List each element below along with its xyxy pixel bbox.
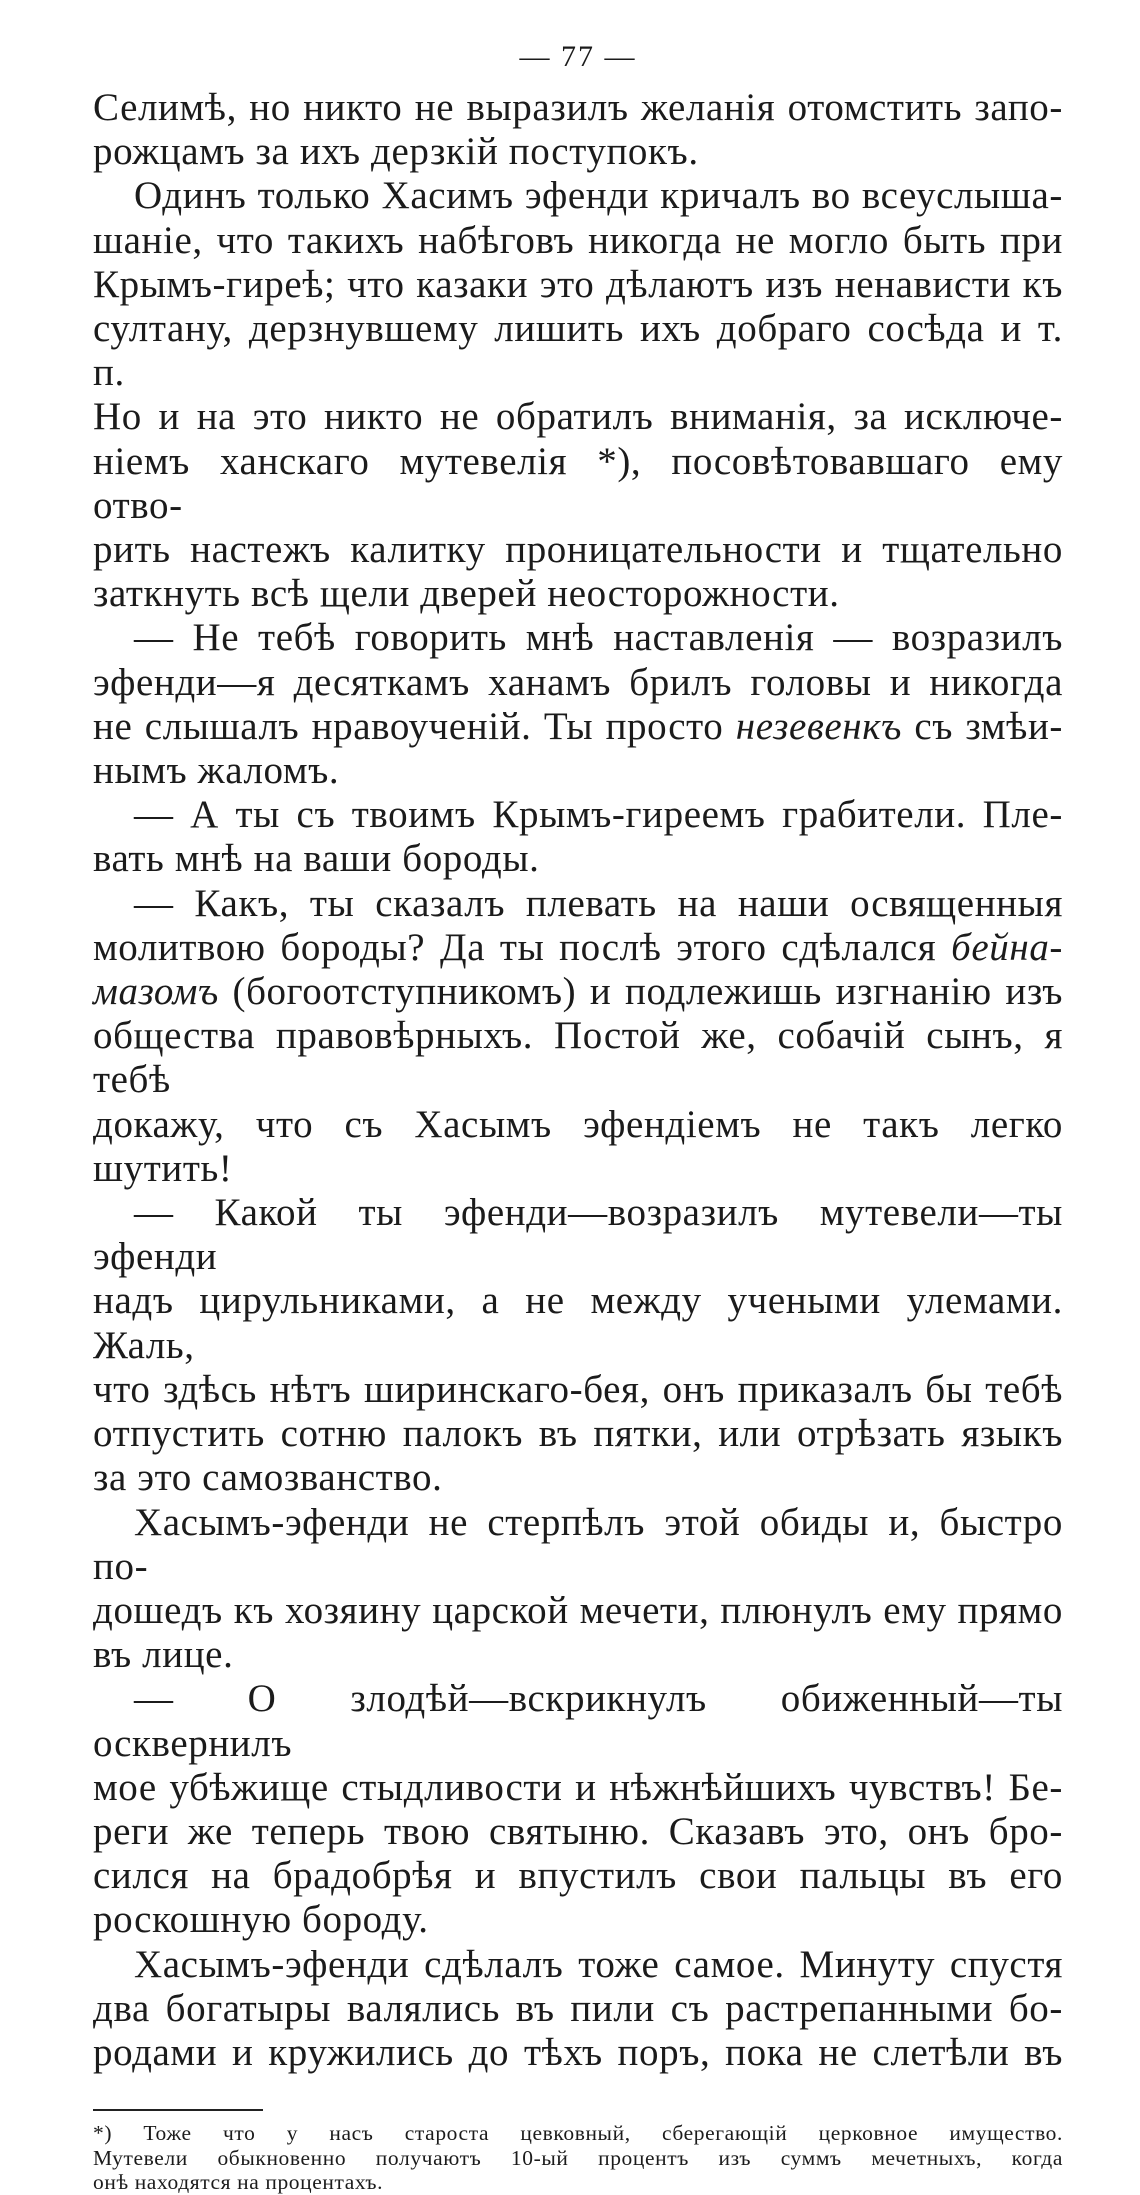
text-line: Хасымъ-эфенди не стерпѣлъ этой обиды и, быстро по- <box>93 1500 1063 1588</box>
footnote-line: Мутевели обыкновенно получаютъ 10-ый процентъ изъ суммъ мечетныхъ, когда <box>93 2145 1063 2170</box>
text-line: отпустить сотню палокъ въ пятки, или отрѣзать языкъ <box>93 1412 1063 1456</box>
page-number: — 77 — <box>519 40 637 73</box>
text-line: реги же теперь твою святыню. Сказавъ это, онъ бро- <box>93 1809 1063 1853</box>
text-line: два богатыры валялись въ пили съ растрепанными бо- <box>93 1986 1063 2030</box>
paragraph <box>93 86 1063 174</box>
text-line: дошедъ къ хозяину царской мечети, плюнулъ ему прямо <box>93 1588 1063 1632</box>
text-line: Хасымъ-эфенди сдѣлалъ тоже самое. Минуту спустя <box>134 1942 1063 1986</box>
text-line: родами и кружились до тѣхъ поръ, пока не слетѣли въ <box>93 2030 1063 2074</box>
paragraph <box>93 1677 1063 1942</box>
text-line: эфенди—я десяткамъ ханамъ брилъ головы и никогда <box>93 660 1063 704</box>
text-line: ніемъ ханскаго мутевелія *), посовѣтовавшаго ему отво- <box>93 439 1063 527</box>
paragraph <box>93 174 1063 616</box>
paragraph <box>93 793 1063 881</box>
text-line: рожцамъ за ихъ дерзкій поступокъ. <box>93 130 699 174</box>
paragraph <box>93 1191 1063 1500</box>
text-line: роскошную бороду. <box>93 1898 429 1942</box>
text-line: молитвою бороды? Да ты послѣ этого сдѣлался бейна- <box>93 925 1063 969</box>
text-line: — А ты съ твоимъ Крымъ-гиреемъ грабители. Пле- <box>134 793 1063 837</box>
text-line: Крымъ-гиреѣ; что казаки это дѣлаютъ изъ ненависти къ <box>93 262 1063 306</box>
italic-word: незевенкъ <box>735 704 902 748</box>
text-line: заткнуть всѣ щели дверей неосторожности. <box>93 572 840 616</box>
text-line: докажу, что съ Хасымъ эфендіемъ не такъ легко шутить! <box>93 1102 1063 1190</box>
text-line: — Какой ты эфенди—возразилъ мутевели—ты эфенди <box>93 1191 1063 1279</box>
footnote <box>93 2121 1063 2195</box>
italic-word: бейна- <box>951 925 1063 969</box>
italic-word: мазомъ <box>93 970 219 1014</box>
footnote-line: *) Тоже что у насъ староста цевковный, сберегающій церковное имущество. <box>93 2121 1063 2146</box>
text-line: — Не тебѣ говорить мнѣ наставленія — возразилъ <box>134 616 1063 660</box>
text-line: общества правовѣрныхъ. Постой же, собачій сынъ, я тебѣ <box>93 1014 1063 1102</box>
text-line: султану, дерзнувшему лишить ихъ добраго сосѣда и т. п. <box>93 307 1063 395</box>
paragraph <box>93 1943 1063 2076</box>
text-line: Одинъ только Хасимъ эфенди кричалъ во всеуслыша- <box>134 174 1063 218</box>
paragraph <box>93 1501 1063 1678</box>
text-line: мое убѣжище стыдливости и нѣжнѣйшихъ чувствъ! Бе- <box>93 1765 1063 1809</box>
text-line: — О злодѣй—вскрикнулъ обиженный—ты осквернилъ <box>93 1677 1063 1765</box>
text-line: вать мнѣ на ваши бороды. <box>93 837 540 881</box>
footnote-line: онѣ находятся на процентахъ. <box>93 2170 384 2195</box>
text-line: за это самозванство. <box>93 1456 443 1500</box>
text-line: что здѣсь нѣтъ ширинскаго-бея, онъ приказалъ бы тебѣ <box>93 1367 1063 1411</box>
footnote-rule <box>93 2109 263 2111</box>
text-line: не слышалъ нравоученій. Ты просто незевенкъ съ змѣи- <box>93 704 1063 748</box>
text-line: мазомъ (богоотступникомъ) и подлежишь изгнанію изъ <box>93 970 1063 1014</box>
text-line: сился на брадобрѣя и впустилъ свои пальцы въ его <box>93 1854 1063 1898</box>
text-line: рить настежъ калитку проницательности и тщательно <box>93 528 1063 572</box>
text-line: нымъ жаломъ. <box>93 749 340 793</box>
body-text <box>93 86 1063 2075</box>
text-line: въ лице. <box>93 1633 234 1677</box>
text-line: шаніе, что такихъ набѣговъ никогда не могло быть при <box>93 218 1063 262</box>
paragraph <box>93 616 1063 793</box>
text-line: надъ цирульниками, а не между учеными улемами. Жаль, <box>93 1279 1063 1367</box>
book-page <box>93 40 1063 2195</box>
text-line: Селимѣ, но никто не выразилъ желанія отомстить запо- <box>93 86 1063 129</box>
text-line: — Какъ, ты сказалъ плевать на наши освященныя <box>134 881 1063 925</box>
text-line: Но и на это никто не обратилъ вниманія, за исключе- <box>93 395 1063 439</box>
paragraph <box>93 882 1063 1191</box>
